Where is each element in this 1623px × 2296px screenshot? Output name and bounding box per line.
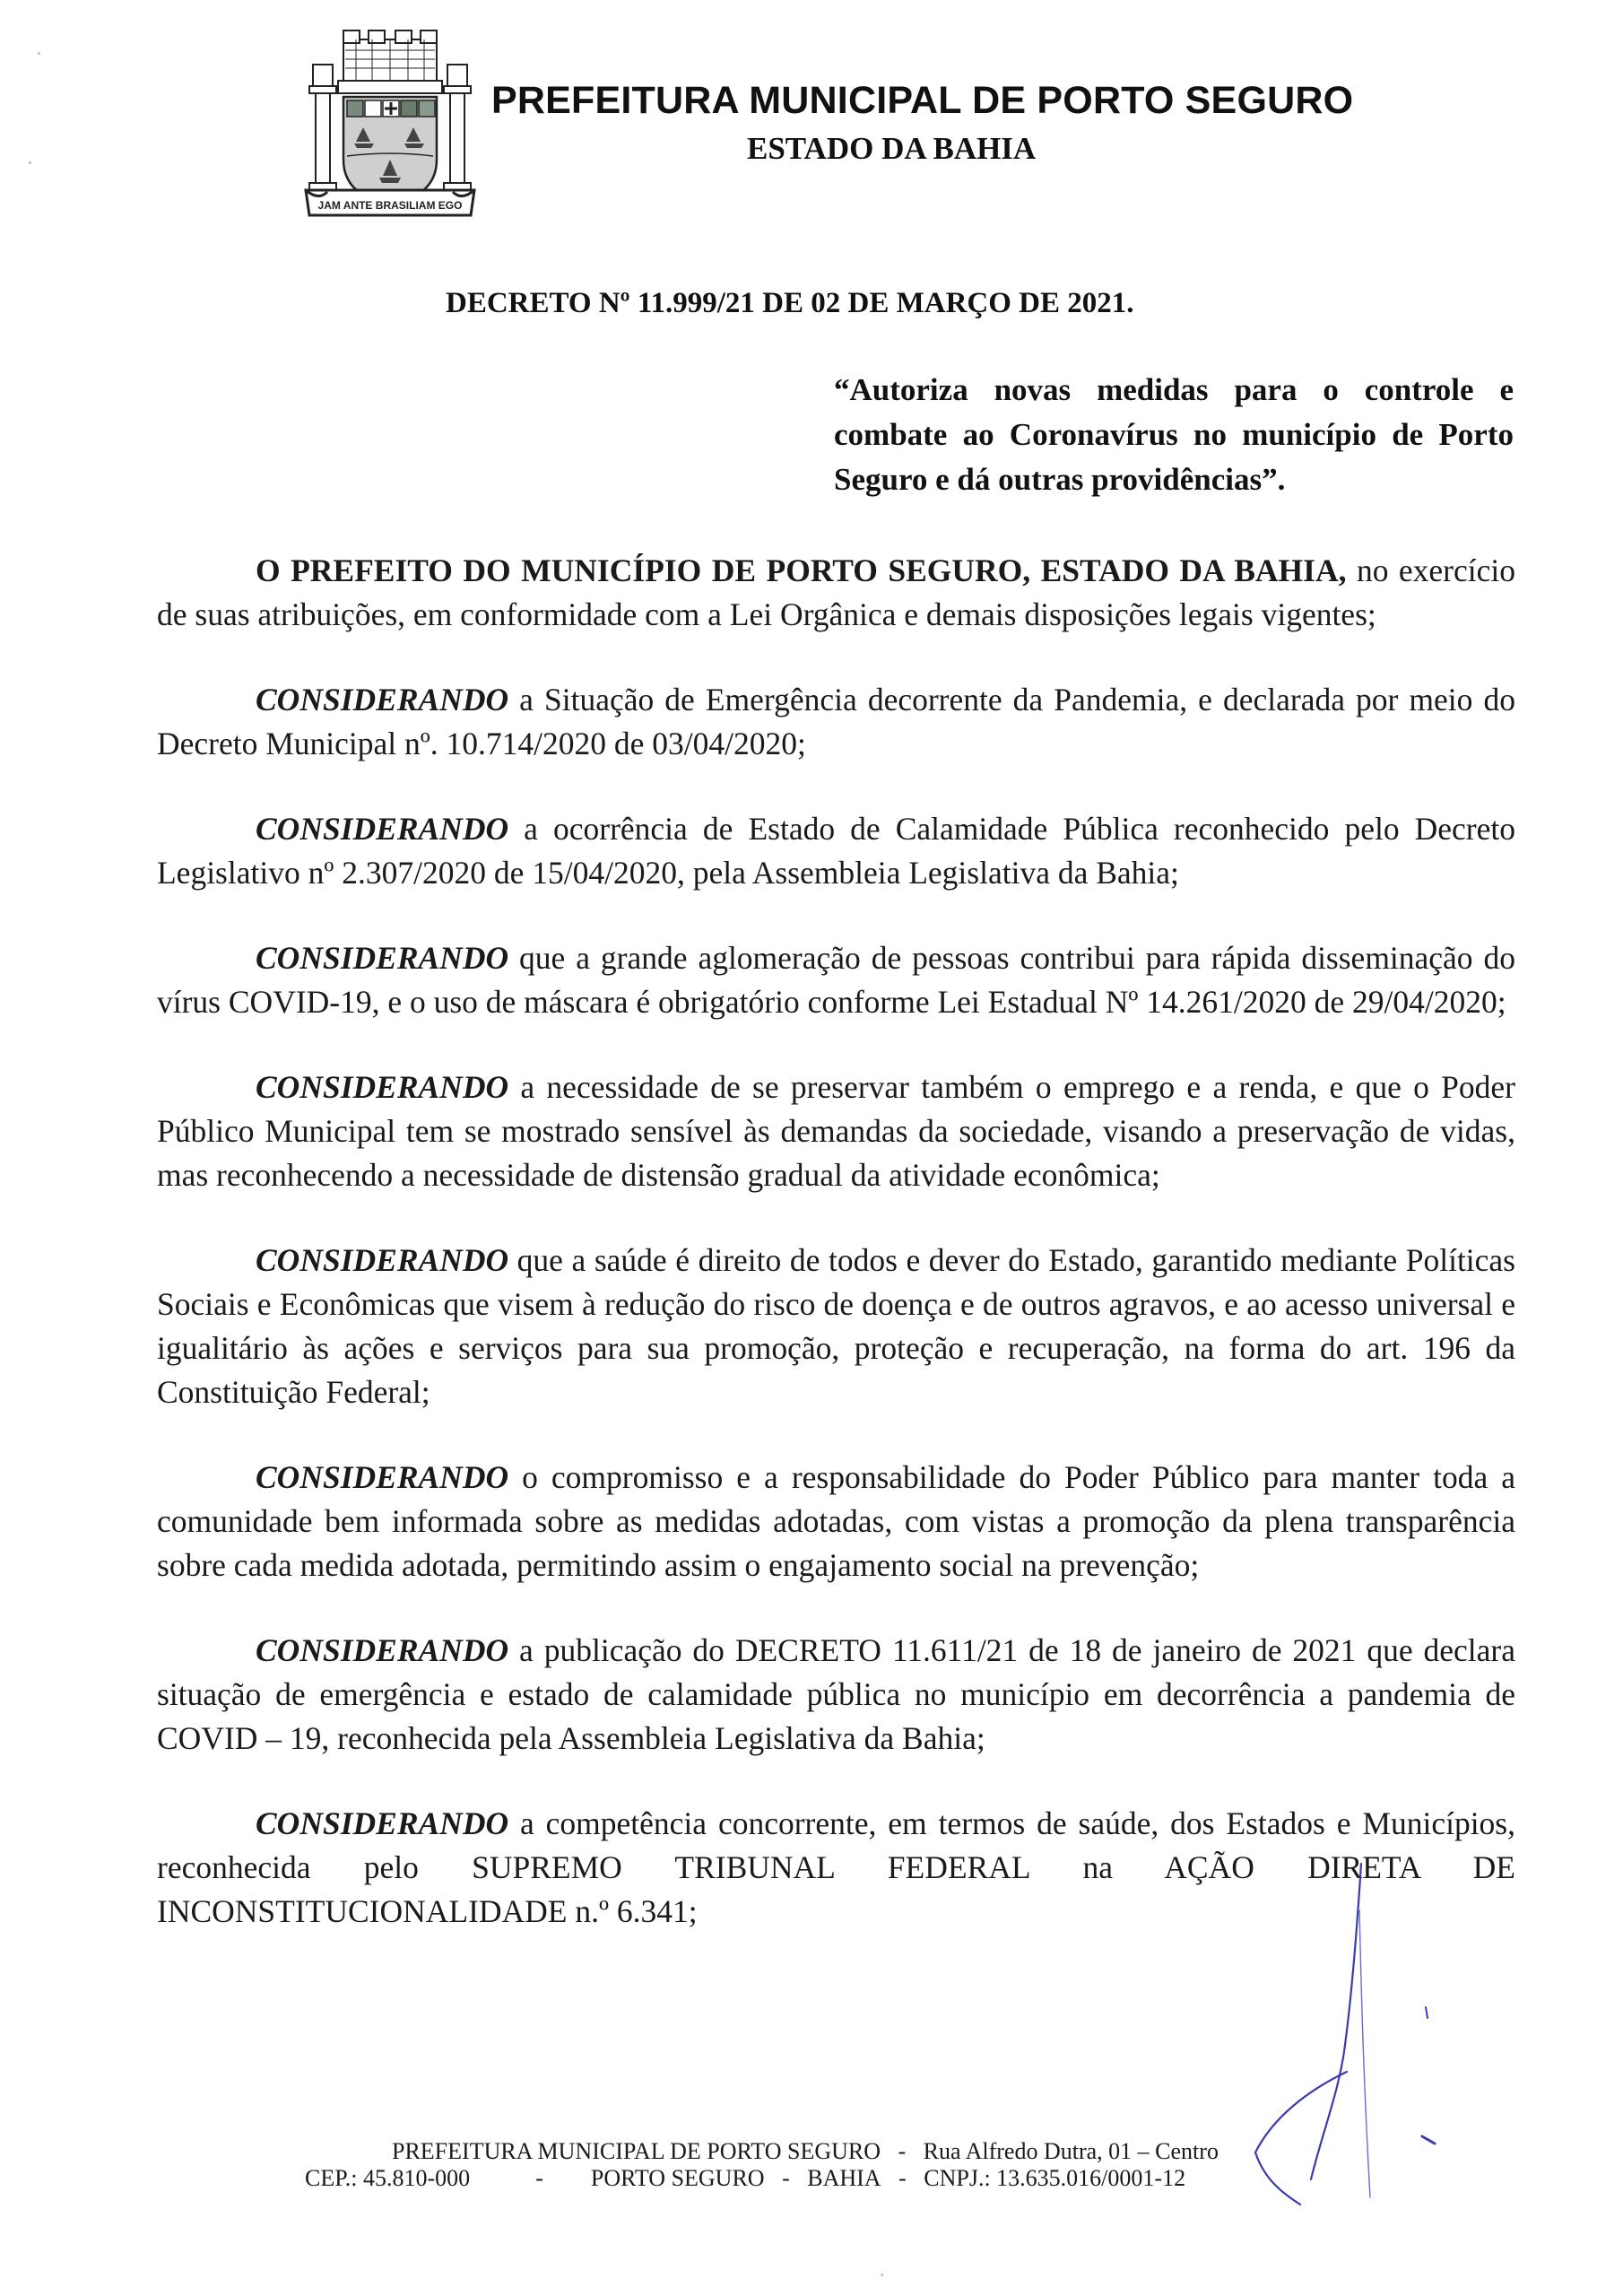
decree-ementa: “Autoriza novas medidas para o controle e combate ao Coronavírus no município de Porto Seguro e dá outras providências”.	[834, 372, 1514, 497]
footer-separator: -	[898, 2138, 907, 2164]
considerando-label: CONSIDERANDO	[256, 1069, 509, 1105]
footer-cep: CEP.: 45.810-000	[305, 2165, 471, 2191]
footer-line-1	[392, 2138, 1219, 2165]
considerando-paragraph	[157, 1802, 1515, 1934]
footer-state: BAHIA	[807, 2165, 881, 2191]
preamble-paragraph	[157, 549, 1515, 637]
considerando-paragraph	[157, 807, 1515, 895]
footer-cnpj: CNPJ.: 13.635.016/0001-12	[924, 2165, 1186, 2191]
considerando-text: que a grande aglomeração de pessoas contribui para rápida disseminação do vírus COVID-19, e o uso de máscara é obrigatório conforme Lei Estadual Nº 14.261/2020 de 29/04/2020;	[157, 940, 1515, 1020]
considerando-paragraph	[157, 1239, 1515, 1414]
considerando-text: que a saúde é direito de todos e dever do Estado, garantido mediante Políticas Sociais e Econômicas que visem à redução do risco de doença e de outros agravos, e ao acesso universal e igualitário às ações e serviços para sua promoção, proteção e recuperação, na forma do art. 196 da Constituição Federal;	[157, 1242, 1515, 1410]
document-body	[157, 549, 1515, 1975]
considerando-paragraph	[157, 1065, 1515, 1197]
footer-org: PREFEITURA MUNICIPAL DE PORTO SEGURO	[392, 2138, 881, 2164]
scan-speck	[881, 2274, 883, 2276]
scan-speck	[29, 161, 31, 164]
considerando-paragraph	[157, 678, 1515, 766]
considerando-text: a necessidade de se preservar também o emprego e a renda, e que o Poder Público Municipal tem se mostrado sensível às demandas da sociedade, visando a preservação de vidas, mas reconhecendo a necessidade de distensão gradual da atividade econômica;	[157, 1069, 1515, 1193]
header-title: PREFEITURA MUNICIPAL DE PORTO SEGURO	[491, 79, 1354, 122]
footer-city: PORTO SEGURO	[590, 2165, 765, 2191]
considerando-label: CONSIDERANDO	[256, 1805, 509, 1841]
footer-separator: -	[898, 2165, 907, 2191]
scan-speck	[38, 52, 40, 55]
preamble-text: no exercício de suas atribuições, em conformidade com a Lei Orgânica e demais disposições legais vigentes;	[157, 552, 1515, 632]
footer-separator: -	[535, 2165, 543, 2191]
preamble-authority: O PREFEITO DO MUNICÍPIO DE PORTO SEGURO, ESTADO DA BAHIA,	[256, 552, 1347, 588]
considerando-text: a Situação de Emergência decorrente da Pandemia, e declarada por meio do Decreto Municipal nº. 10.714/2020 de 03/04/2020;	[157, 682, 1515, 761]
considerando-paragraph	[157, 936, 1515, 1024]
considerando-label: CONSIDERANDO	[256, 1459, 509, 1495]
considerando-label: CONSIDERANDO	[256, 682, 509, 718]
considerando-label: CONSIDERANDO	[256, 1632, 509, 1668]
considerando-text: a ocorrência de Estado de Calamidade Pública reconhecido pelo Decreto Legislativo nº 2.307/2020 de 15/04/2020, pela Assembleia Legislativa da Bahia;	[157, 811, 1515, 891]
considerando-label: CONSIDERANDO	[256, 940, 509, 976]
considerando-label: CONSIDERANDO	[256, 811, 509, 847]
header-subtitle: ESTADO DA BAHIA	[747, 131, 1037, 166]
considerando-text: o compromisso e a responsabilidade do Poder Público para manter toda a comunidade bem informada sobre as medidas adotadas, com vistas a promoção da plena transparência sobre cada medida adotada, permitindo assim o engajamento social na prevenção;	[157, 1459, 1515, 1583]
footer-address: Rua Alfredo Dutra, 01 – Centro	[923, 2138, 1219, 2164]
crest-motto: JAM ANTE BRASILIAM EGO	[317, 199, 463, 212]
decree-title: DECRETO Nº 11.999/21 DE 02 DE MARÇO DE 2021.	[446, 287, 1134, 319]
considerando-label: CONSIDERANDO	[256, 1242, 509, 1278]
considerando-paragraph	[157, 1629, 1515, 1761]
footer-separator: -	[782, 2165, 790, 2191]
footer-line-2	[305, 2165, 1185, 2192]
considerando-text: a publicação do DECRETO 11.611/21 de 18 de janeiro de 2021 que declara situação de emergência e estado de calamidade pública no município em decorrência a pandemia de COVID – 19, reconhecida pela Assembleia Legislativa da Bahia;	[157, 1632, 1515, 1756]
considerando-paragraph	[157, 1456, 1515, 1587]
considerando-text: a competência concorrente, em termos de saúde, dos Estados e Municípios, reconhecida pelo SUPREMO TRIBUNAL FEDERAL na AÇÃO DIRETA DE INCONSTITUCIONALIDADE n.º 6.341;	[157, 1805, 1515, 1929]
coat-of-arms-logo	[300, 25, 480, 221]
